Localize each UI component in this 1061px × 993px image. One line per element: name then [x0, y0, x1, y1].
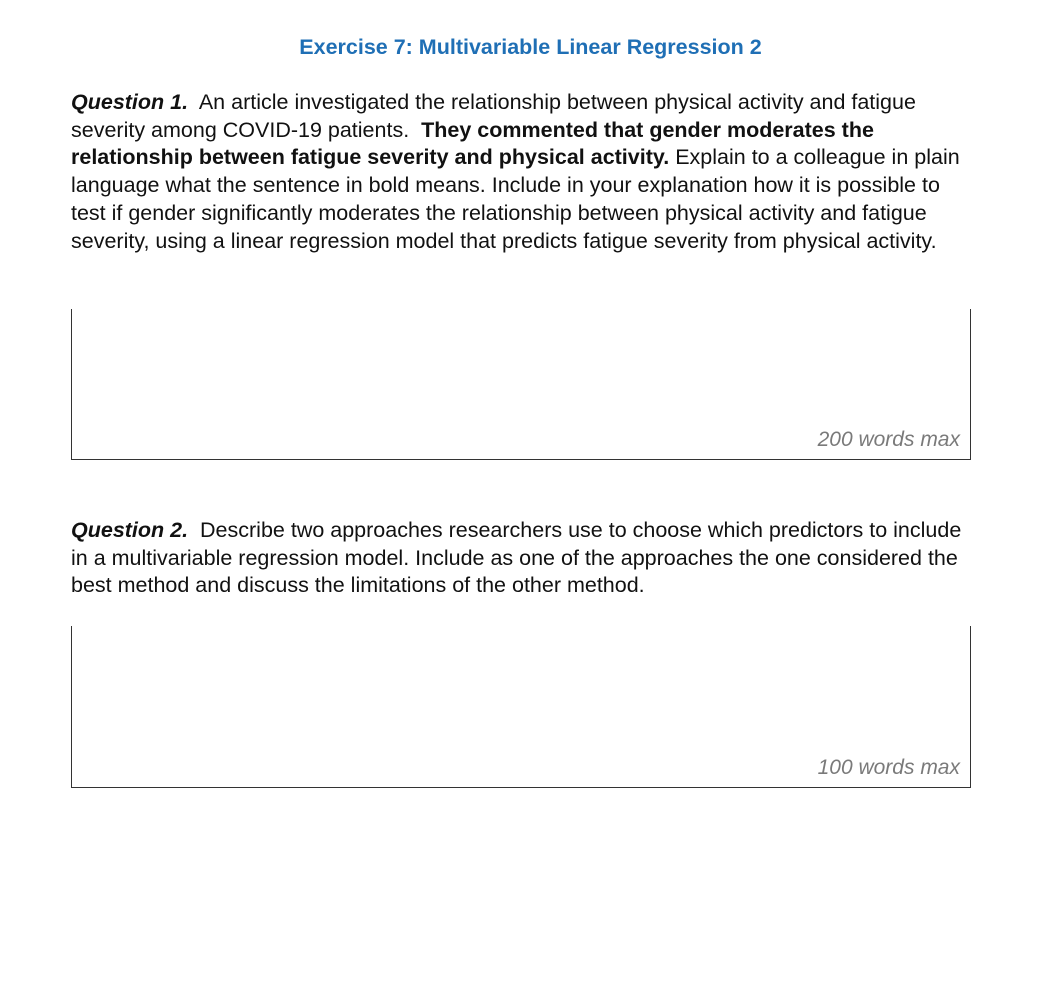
page-title: Exercise 7: Multivariable Linear Regression 2: [299, 35, 762, 59]
question-1-bold-statement: They commented that gender moderates the relationship between fatigue severity and physical activity.: [71, 117, 874, 170]
question-1-text-instructions: Explain to a colleague in plain language what the sentence in bold means. Include in your explanation how it is possible to test if gender significantly moderates the relationship between physical activity and fatigue severity, using a linear regression model that predicts fatigue severity from physical activity.: [71, 145, 960, 253]
question-1-text-intro: An article investigated the relationship between physical activity and fatigue severity among COVID-19 patients.: [71, 90, 916, 142]
question-1-label: Question 1.: [71, 90, 189, 114]
question-2-text: Describe two approaches researchers use to choose which predictors to include in a multivariable regression model. Include as one of the approaches the one considered the best method and discuss the limitations of the other method.: [71, 518, 962, 598]
question-2-answer-box[interactable]: [71, 626, 971, 788]
question-1: [71, 89, 976, 255]
question-2-label: Question 2.: [71, 518, 189, 542]
question-2-word-limit: 100 words max: [817, 756, 960, 779]
question-1-word-limit: 200 words max: [817, 428, 960, 451]
question-2: [71, 517, 976, 600]
question-1-answer-box[interactable]: [71, 309, 971, 460]
